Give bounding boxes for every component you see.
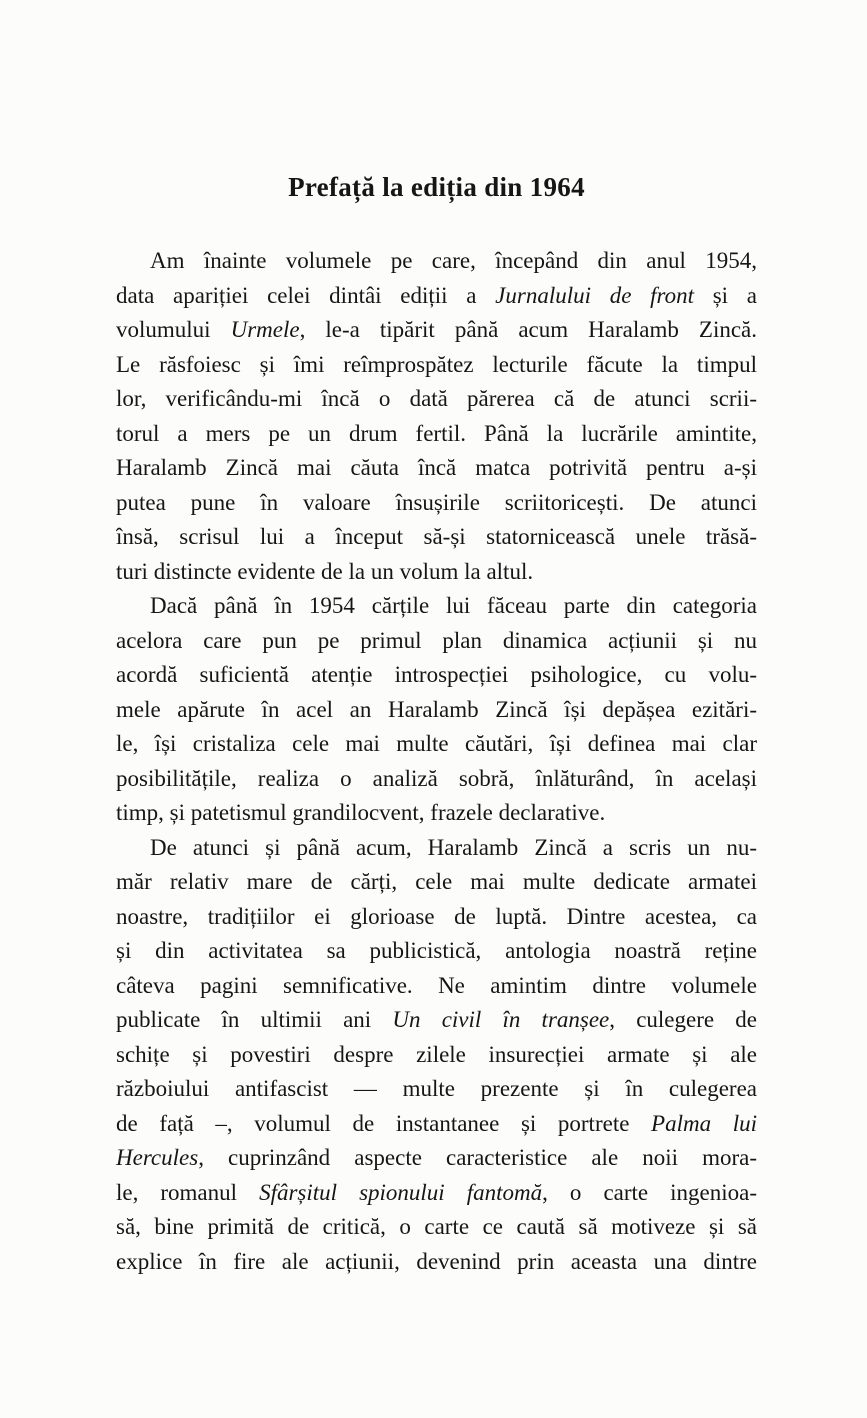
- text-line: [116, 244, 757, 279]
- book-title-italic: Palma lui: [651, 1110, 757, 1136]
- book-title-italic: Hercules: [116, 1145, 199, 1170]
- text-line: [116, 831, 757, 866]
- body-text: mele apărute în acel an Haralamb Zincă își depășea ezitări-: [116, 696, 757, 722]
- text-line: [116, 727, 757, 762]
- page-title: Prefață la ediția din 1964: [288, 172, 585, 202]
- text-line: [116, 555, 757, 590]
- text-line: [116, 796, 757, 831]
- book-title-italic: Jurnalului de front: [495, 282, 695, 308]
- text-line: [116, 900, 757, 935]
- text-line: [116, 1176, 757, 1211]
- body-text: le, își cristaliza cele mai multe căutări, își definea mai clar: [116, 731, 757, 756]
- text-line: [116, 1038, 757, 1073]
- text-line: [116, 865, 757, 900]
- body-text: noastre, tradițiilor ei glorioase de luptă. Dintre acestea, ca: [116, 903, 757, 929]
- body-text: măr relativ mare de cărți, cele mai multe dedicate armatei: [116, 869, 757, 894]
- text-line: [116, 417, 757, 452]
- text-line: [116, 934, 757, 969]
- body-text: , o carte ingenioa-: [542, 1179, 757, 1205]
- body-text: însă, scrisul lui a început să-și statornicească unele trăsă-: [116, 524, 757, 549]
- body-text: Haralamb Zincă mai căuta încă matca potrivită pentru a-și: [116, 455, 757, 480]
- book-title-italic: Urmele: [230, 317, 300, 342]
- body-text: putea pune în valoare însușirile scriitoricești. De atunci: [116, 489, 757, 515]
- text-line: [116, 1141, 757, 1176]
- body-text: data apariției celei dintâi ediții a: [116, 282, 496, 308]
- text-line: [116, 1072, 757, 1107]
- body-text: publicate în ultimii ani: [116, 1007, 393, 1032]
- body-text: volumului: [116, 317, 231, 342]
- text-line: [116, 348, 757, 383]
- text-line: [116, 969, 757, 1004]
- book-title-italic: Un civil în tranșee: [392, 1007, 610, 1032]
- text-line: [116, 762, 757, 797]
- body-text: și din activitatea sa publicistică, antologia noastră reține: [116, 938, 757, 963]
- body-text: , cuprinzând aspecte caracteristice ale noii mora-: [198, 1145, 757, 1170]
- text-line: [116, 313, 757, 348]
- body-text: lor, verificându-mi încă o dată părerea că de atunci scrii-: [116, 386, 757, 411]
- body-text: explice în fire ale acțiunii, devenind prin aceasta una dintre: [116, 1248, 757, 1274]
- body-text: Dacă până în 1954 cărțile lui făceau parte din categoria: [150, 593, 757, 618]
- body-text: le, romanul: [116, 1179, 260, 1205]
- body-text: turi distincte evidente de la un volum la altul.: [116, 558, 534, 584]
- page-body: [116, 244, 757, 1279]
- text-line: [116, 589, 757, 624]
- body-text: câteva pagini semnificative. Ne amintim dintre volumele: [116, 972, 757, 998]
- text-line: [116, 520, 757, 555]
- body-text: torul a mers pe un drum fertil. Până la lucrările amintite,: [116, 420, 757, 446]
- text-line: [116, 1107, 757, 1142]
- body-text: acordă suficientă atenție introspecției psihologice, cu volu-: [116, 662, 757, 687]
- book-title-italic: Sfârșitul spionului fantomă: [259, 1179, 543, 1205]
- body-text: Le răsfoiesc și îmi reîmprospătez lecturile făcute la timpul: [116, 351, 757, 377]
- text-line: [116, 693, 757, 728]
- text-line: [116, 1210, 757, 1245]
- body-text: să, bine primită de critică, o carte ce caută să motiveze și să: [116, 1214, 757, 1239]
- body-text: de față –, volumul de instantanee și portrete: [116, 1110, 652, 1136]
- body-text: De atunci și până acum, Haralamb Zincă a scris un nu-: [150, 834, 757, 860]
- body-text: , le-a tipărit până acum Haralamb Zincă.: [299, 317, 757, 342]
- body-text: acelora care pun pe primul plan dinamica acțiunii și nu: [116, 627, 757, 653]
- body-text: Am înainte volumele pe care, începând din anul 1954,: [150, 248, 757, 273]
- text-line: [116, 382, 757, 417]
- text-line: [116, 1245, 757, 1280]
- body-text: timp, și patetismul grandilocvent, frazele declarative.: [116, 800, 606, 825]
- text-line: [116, 624, 757, 659]
- body-text: și a: [694, 282, 757, 308]
- text-line: [116, 1003, 757, 1038]
- text-line: [116, 486, 757, 521]
- text-line: [116, 658, 757, 693]
- body-text: , culegere de: [609, 1007, 757, 1032]
- text-line: [116, 451, 757, 486]
- body-text: războiului antifascist — multe prezente și în culegerea: [116, 1076, 757, 1101]
- body-text: posibilitățile, realiza o analiză sobră, înlăturând, în același: [116, 765, 757, 791]
- text-line: [116, 279, 757, 314]
- text-block: [116, 170, 757, 1279]
- body-text: schițe și povestiri despre zilele insurecției armate și ale: [116, 1041, 757, 1067]
